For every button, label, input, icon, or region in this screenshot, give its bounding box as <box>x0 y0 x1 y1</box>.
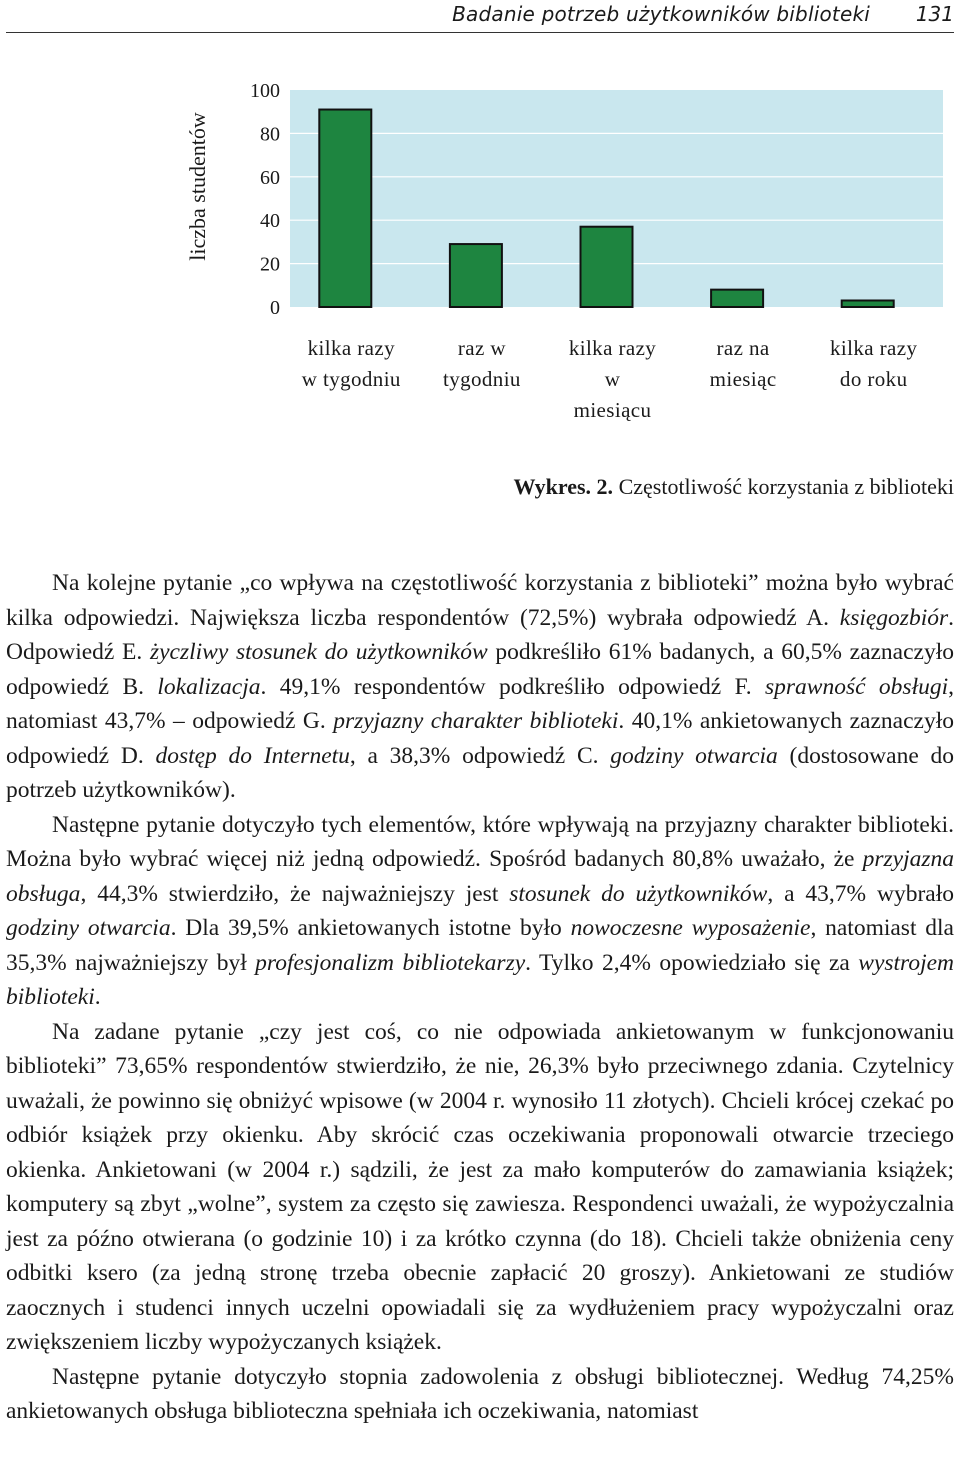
x-tick-label: raz w <box>457 336 506 360</box>
text-run: , a 38,3% odpowiedź C. <box>349 742 611 769</box>
italic-phrase: godziny otwarcia <box>6 915 171 941</box>
text-run: , 44,3% stwierdziło, że najważniejszy jest <box>80 880 510 907</box>
running-header <box>0 0 960 36</box>
italic-phrase: lokalizacja <box>157 673 261 700</box>
text-run: . Tylko 2,4% opowiedziało się za <box>525 949 859 976</box>
x-tick-label: raz na <box>716 336 770 360</box>
x-tick-label: miesiącu <box>573 398 652 422</box>
italic-phrase: dostęp do Internetu <box>155 742 350 769</box>
x-tick-label: w tygodniu <box>301 367 401 391</box>
x-tick-label: kilka razy <box>568 336 657 360</box>
text-run: , natomiast dla 35,3% najważniejszy był <box>6 915 954 976</box>
italic-phrase: życzliwy stosunek do użytkowników <box>149 639 488 665</box>
italic-phrase: godziny otwarcia <box>610 742 778 769</box>
paragraph <box>6 566 954 808</box>
y-tick-label: 80 <box>260 123 280 146</box>
y-tick-label: 40 <box>260 210 280 233</box>
frequency-chart-svg <box>0 60 960 480</box>
italic-phrase: nowoczesne wyposażenie <box>570 915 811 941</box>
text-run: . <box>94 984 101 1010</box>
y-axis-label: liczba studentów <box>185 112 210 261</box>
text-run: Na zadane pytanie „czy jest coś, co nie odpowiada ankietowanym w funkcjonowaniu biblioteki” 73,65% respondentów stwierdziło, że nie, 26,3% było przeciwnego zdania. Czytelnicy uważali, że powinno się obniżyć wpisowe (w 2004 r. wynosiło 11 złotych). Chcieli krócej czekać po odbiór książek przy okienku. Aby skrócić czas oczekiwania proponowali otwarcie trzeciego okienka. Ankietowani (w 2004 r.) sądzili, że jest za mało komputerów do zamawiania książek; komputery są zbyt „wolne”, system za często się zawiesza. Respondenci uważali, że wypożyczalnia jest za późno otwierana (o godzinie 10) i za krótko czynna (do 18). Chcieli także obniżenia ceny odbitki ksero (za jedną stronę trzeba obecnie zapłacić 20 groszy). Ankietowani ze studiów zaocznych i studenci innych uczelni opowiadali się za wydłużeniem pracy wypożyczalni oraz zwiększeniem liczby wypożyczanych książek. <box>6 1018 954 1355</box>
figure-caption <box>0 474 954 500</box>
frequency-chart <box>0 60 960 480</box>
running-header-title: Badanie potrzeb użytkowników biblioteki <box>452 2 870 26</box>
text-run: (dostosowane do potrzeb użytkowników). <box>6 742 954 803</box>
italic-phrase: stosunek do użytkowników <box>509 880 768 907</box>
paragraph <box>6 1360 954 1429</box>
paragraph <box>6 1015 954 1360</box>
bar <box>450 244 502 307</box>
italic-phrase: księgozbiór <box>839 604 949 631</box>
italic-phrase: profesjonalizm bibliotekarzy <box>255 949 526 976</box>
italic-phrase: wystrojem biblioteki <box>6 949 955 1010</box>
y-tick-label: 20 <box>260 253 280 276</box>
text-run: . 49,1% respondentów podkreśliło odpowiedź F. <box>260 673 766 700</box>
text-run: , natomiast 43,7% – odpowiedź G. <box>6 673 954 734</box>
page-number: 131 <box>915 2 954 26</box>
x-tick-label: do roku <box>839 367 908 391</box>
figure-caption-label: Wykres. 2. <box>513 474 614 499</box>
bar <box>842 300 894 307</box>
x-tick-label: miesiąc <box>709 367 777 391</box>
bar <box>581 227 633 307</box>
text-run: . Dla 39,5% ankietowanych istotne było <box>170 915 571 941</box>
text-run: podkreśliło 61% badanych, a 60,5% zaznaczyło odpowiedź B. <box>6 639 954 700</box>
y-tick-label: 0 <box>270 297 280 319</box>
italic-phrase: przyjazna obsługa <box>6 846 954 907</box>
text-run: . 40,1% ankietowanych zaznaczyło odpowiedź D. <box>6 708 954 769</box>
x-tick-label: tygodniu <box>442 367 521 391</box>
italic-phrase: przyjazny charakter biblioteki <box>333 708 619 734</box>
bar <box>711 290 763 307</box>
y-tick-label: 60 <box>260 166 280 189</box>
text-run: , a 43,7% wybrało <box>767 880 954 907</box>
body-text <box>6 566 954 1429</box>
italic-phrase: sprawność obsługi <box>765 673 949 700</box>
header-rule <box>6 32 954 33</box>
text-run: Następne pytanie dotyczyło stopnia zadowolenia z obsługi bibliotecznej. Według 74,25% ankietowanych obsługa biblioteczna spełniała ich oczekiwania, natomiast <box>6 1363 954 1424</box>
x-tick-label: w <box>604 367 621 391</box>
text-run: Na kolejne pytanie „co wpływa na częstotliwość korzystania z biblioteki” można było wybrać kilka odpowiedzi. Największa liczba respondentów (72,5%) wybrała odpowiedź A. <box>6 570 954 631</box>
x-tick-label: kilka razy <box>830 336 918 360</box>
y-tick-label: 100 <box>250 80 280 102</box>
bar <box>319 110 371 307</box>
figure-caption-text: Częstotliwość korzystania z biblioteki <box>613 474 954 499</box>
text-run: . Odpowiedź E. <box>6 604 954 665</box>
paragraph <box>6 808 954 1015</box>
x-tick-label: kilka razy <box>307 336 395 360</box>
text-run: Następne pytanie dotyczyło tych elementów, które wpływają na przyjazny charakter biblioteki. Można było wybrać więcej niż jedną odpowiedź. Spośród badanych 80,8% uważało, że <box>6 811 954 872</box>
